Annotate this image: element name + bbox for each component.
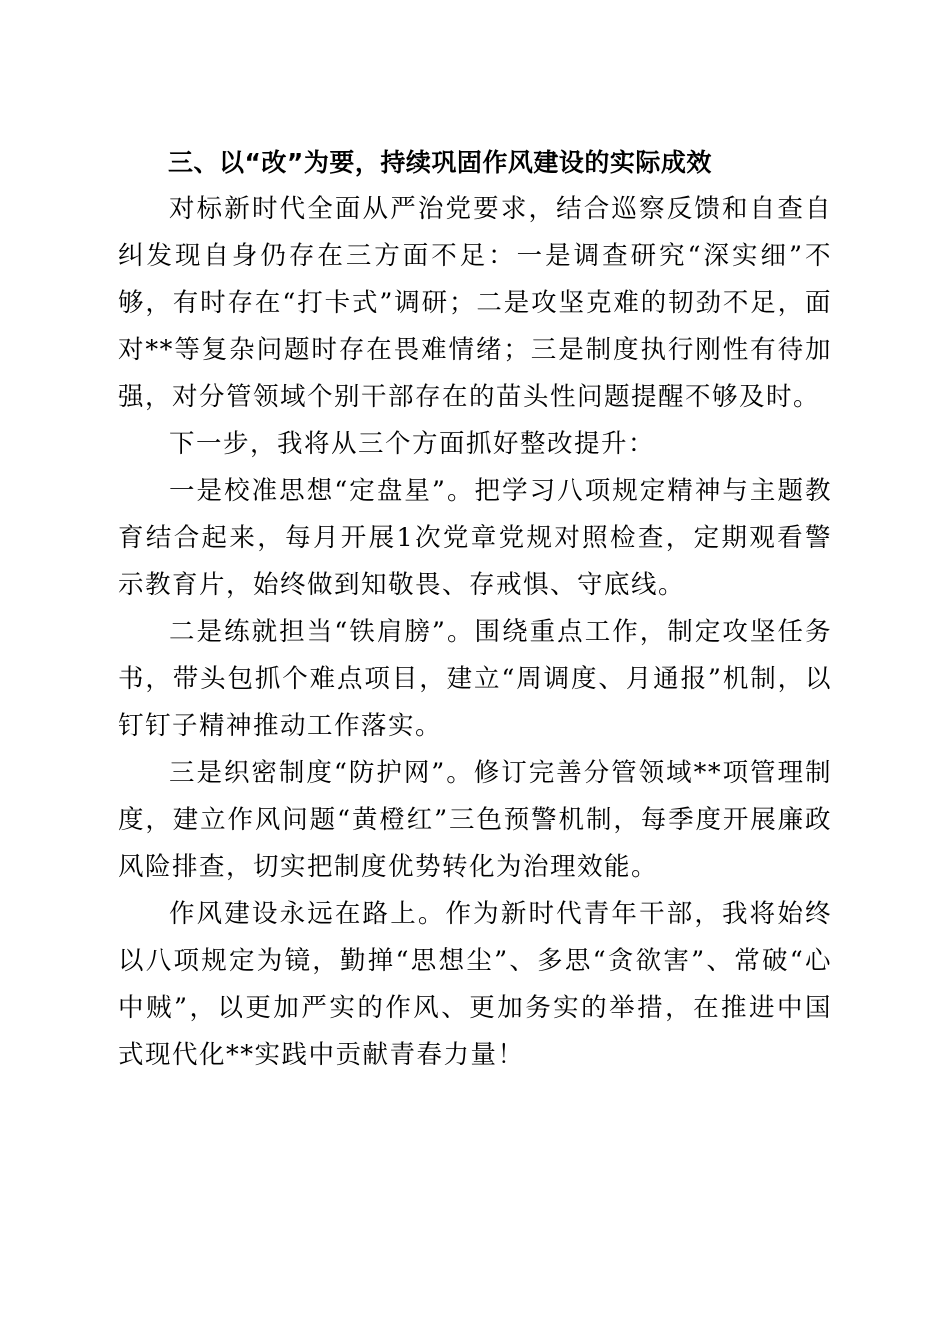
paragraph-shortcomings: 对标新时代全面从严治党要求，结合巡察反馈和自查自纠发现自身仍存在三方面不足：一是调查研究“深实细”不够，有时存在“打卡式”调研；二是攻坚克难的韧劲不足，面对**等复杂问题时存在畏难情绪；三是制度执行刚性有待加强，对分管领域个别干部存在的苗头性问题提醒不够及时。 bbox=[118, 194, 832, 412]
paragraph-measure-two: 二是练就担当“铁肩膀”。围绕重点工作，制定攻坚任务书，带头包抓个难点项目，建立“周调度、月通报”机制，以钉钉子精神推动工作落实。 bbox=[118, 617, 832, 741]
section-heading: 三、以“改”为要，持续巩固作风建设的实际成效 bbox=[168, 148, 712, 177]
paragraph-conclusion: 作风建设永远在路上。作为新时代青年干部，我将始终以八项规定为镜，勤掸“思想尘”、多思“贪欲害”、常破“心中贼”，以更加严实的作风、更加务实的举措，在推进中国式现代化**实践中贡献青春力量！ bbox=[118, 899, 832, 1070]
paragraph-next-steps: 下一步，我将从三个方面抓好整改提升： bbox=[169, 429, 656, 459]
paragraph-measure-one: 一是校准思想“定盘星”。把学习八项规定精神与主题教育结合起来，每月开展1次党章党规对照检查，定期观看警示教育片，始终做到知敬畏、存戒惧、守底线。 bbox=[118, 476, 832, 600]
paragraph-measure-three: 三是织密制度“防护网”。修订完善分管领域**项管理制度，建立作风问题“黄橙红”三色预警机制，每季度开展廉政风险排查，切实把制度优势转化为治理效能。 bbox=[118, 758, 832, 882]
document-body bbox=[118, 140, 832, 1079]
